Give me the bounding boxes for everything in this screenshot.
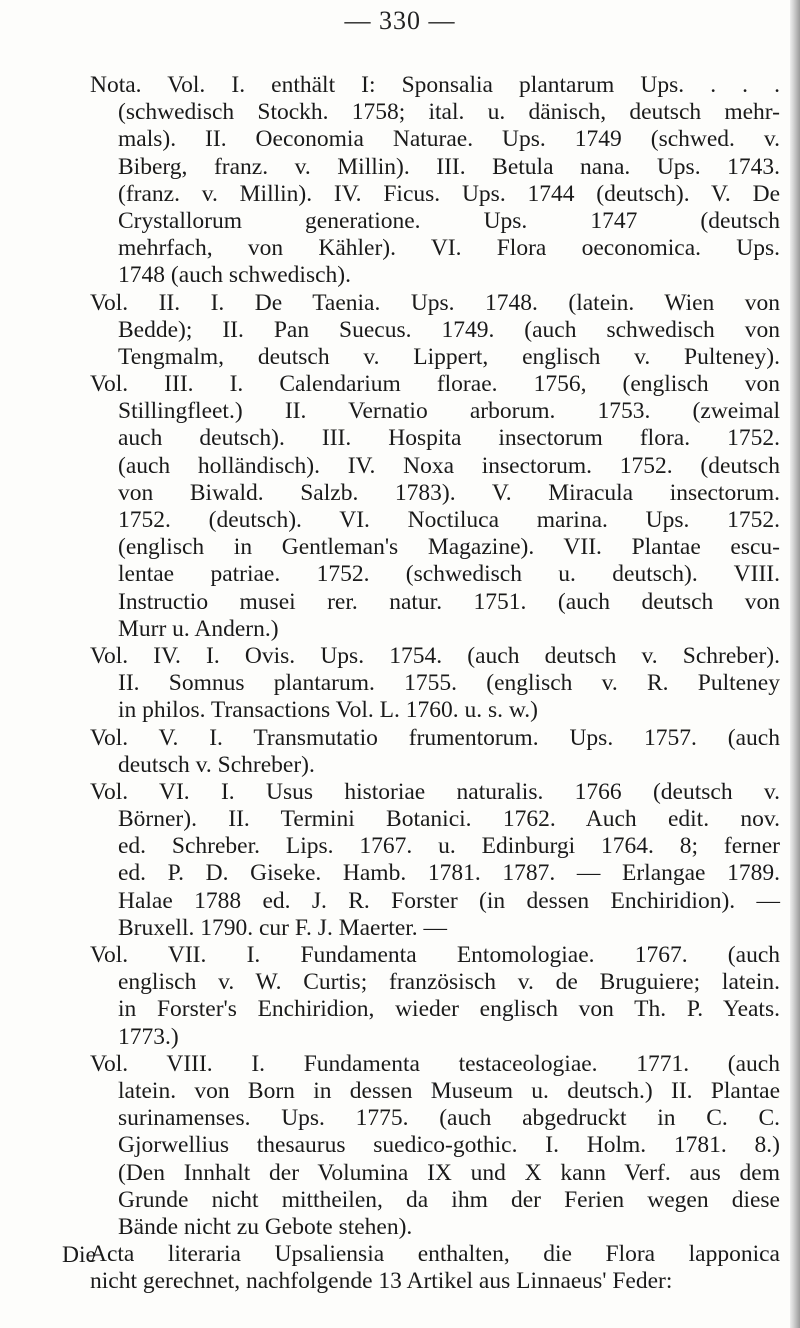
- text-line: 1773.): [118, 1023, 179, 1050]
- text-line: Bedde); II. Pan Suecus. 1749. (auch schwedisch von: [118, 316, 780, 343]
- text-line: Instructio musei rer. natur. 1751. (auch deutsch von: [118, 588, 780, 615]
- text-line: deutsch v. Schreber).: [118, 751, 315, 778]
- text-line: lentae patriae. 1752. (schwedisch u. deutsch). VIII.: [118, 561, 780, 588]
- text-line: Biberg, franz. v. Millin). III. Betula nana. Ups. 1743.: [118, 153, 780, 180]
- text-line: Börner). II. Termini Botanici. 1762. Auch edit. nov.: [118, 806, 780, 833]
- text-line: Gjorwellius thesaurus suedico-gothic. I. Holm. 1781. 8.): [118, 1132, 780, 1159]
- text-line: Acta literaria Upsaliensia enthalten, die Flora lapponica: [90, 1241, 780, 1268]
- text-line: in philos. Transactions Vol. L. 1760. u. s. w.): [118, 697, 538, 724]
- text-line: (englisch in Gentleman's Magazine). VII. Plantae escu-: [118, 534, 780, 561]
- text-line: ed. Schreber. Lips. 1767. u. Edinburgi 1764. 8; ferner: [118, 833, 780, 860]
- text-line: surinamenses. Ups. 1775. (auch abgedruckt in C. C.: [118, 1105, 780, 1132]
- text-line: 1752. (deutsch). VI. Noctiluca marina. Ups. 1752.: [118, 507, 780, 533]
- page-number: — 330 —: [344, 6, 456, 35]
- margin-word: Die: [62, 1241, 96, 1268]
- text-line: (auch holländisch). IV. Noxa insectorum. 1752. (deutsch: [118, 452, 780, 479]
- text-line: Halae 1788 ed. J. R. Forster (in dessen Enchiridion). —: [118, 887, 780, 914]
- text-line: Vol. IV. I. Ovis. Ups. 1754. (auch deutsch v. Schreber).: [90, 642, 780, 669]
- text-line: Vol. V. I. Transmutatio frumentorum. Ups. 1757. (auch: [90, 724, 780, 751]
- text-body: [90, 72, 780, 1295]
- text-line: mehrfach, von Kähler). VI. Flora oeconomica. Ups.: [118, 235, 780, 262]
- text-line: von Biwald. Salzb. 1783). V. Miracula insectorum.: [118, 479, 780, 506]
- text-line: Murr u. Andern.): [118, 615, 279, 642]
- page-edge-shadow: [790, 0, 800, 1328]
- text-line: englisch v. W. Curtis; französisch v. de Bruguiere; latein.: [118, 969, 780, 996]
- text-line: Vol. VII. I. Fundamenta Entomologiae. 1767. (auch: [90, 942, 780, 968]
- text-line: Stillingfleet.) II. Vernatio arborum. 1753. (zweimal: [118, 398, 780, 425]
- text-line: Vol. VI. I. Usus historiae naturalis. 1766 (deutsch v.: [90, 778, 780, 805]
- text-line: II. Somnus plantarum. 1755. (englisch v. R. Pulteney: [118, 670, 780, 697]
- text-line: Vol. III. I. Calendarium florae. 1756, (englisch von: [90, 371, 780, 398]
- text-line: Nota. Vol. I. enthält I: Sponsalia plantarum Ups. . . .: [90, 72, 780, 98]
- text-line: Crystallorum generatione. Ups. 1747 (deutsch: [118, 207, 780, 234]
- text-line: Vol. II. I. De Taenia. Ups. 1748. (latein. Wien von: [90, 289, 780, 316]
- text-line: in Forster's Enchiridion, wieder englisch von Th. P. Yeats.: [118, 996, 780, 1023]
- text-line: (schwedisch Stockh. 1758; ital. u. dänisch, deutsch mehr-: [118, 99, 780, 126]
- text-line: (Den Innhalt der Volumina IX und X kann Verf. aus dem: [118, 1159, 780, 1186]
- text-line: ed. P. D. Giseke. Hamb. 1781. 1787. — Erlangae 1789.: [118, 860, 780, 887]
- text-line: nicht gerechnet, nachfolgende 13 Artikel aus Linnaeus' Feder:: [90, 1268, 673, 1295]
- text-line: Bruxell. 1790. cur F. J. Maerter. —: [118, 914, 448, 941]
- text-line: auch deutsch). III. Hospita insectorum flora. 1752.: [118, 425, 780, 452]
- text-line: (franz. v. Millin). IV. Ficus. Ups. 1744 (deutsch). V. De: [118, 180, 780, 207]
- text-line: 1748 (auch schwedisch).: [118, 262, 351, 289]
- text-line: Bände nicht zu Gebote stehen).: [118, 1213, 413, 1240]
- text-line: latein. von Born in dessen Museum u. deutsch.) II. Plantae: [118, 1077, 780, 1104]
- text-line: mals). II. Oeconomia Naturae. Ups. 1749 (schwed. v.: [118, 126, 780, 153]
- text-line: Vol. VIII. I. Fundamenta testaceologiae. 1771. (auch: [90, 1050, 780, 1077]
- text-line: Grunde nicht mittheilen, da ihm der Ferien wegen diese: [118, 1186, 780, 1213]
- text-line: Tengmalm, deutsch v. Lippert, englisch v. Pulteney).: [118, 343, 780, 370]
